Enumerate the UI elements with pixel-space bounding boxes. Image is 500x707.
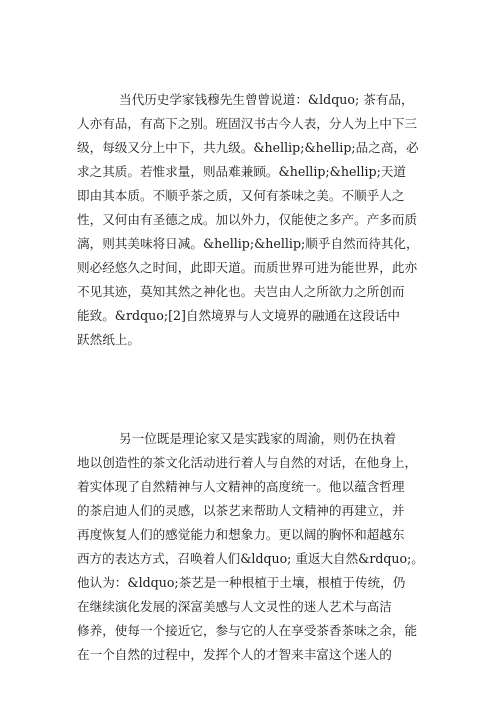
paragraph-2-line-3: 着实体现了自然精神与人文精神的高度统一。他以蕴含哲理 xyxy=(77,479,405,494)
paragraph-1-line-4: 求之其质。若惟求量，则品难兼顾。&hellip;&hellip;天道 xyxy=(77,164,407,179)
paragraph-2-line-6: 西方的表达方式，召唤着人们&ldquo; 重返大自然&rdquo;。 xyxy=(77,551,424,566)
paragraph-2-line-7: 他认为：&ldquo;茶艺是一种根植于土壤，根植于传统，仍 xyxy=(77,575,406,590)
paragraph-1-line-6: 性，又何由有圣德之成。加以外力，仅能使之多产。产多而质 xyxy=(77,212,418,227)
paragraph-2-line-8: 在继续演化发展的深富美感与人文灵性的迷人艺术与高洁 xyxy=(77,599,392,614)
paragraph-2-line-10: 在一个自然的过程中，发挥个人的才智来丰富这个迷人的 xyxy=(77,647,392,662)
paragraph-1-line-5: 即由其本质。不顺乎茶之质，又何有茶味之美。不顺乎人之 xyxy=(77,188,405,203)
paragraph-1-line-11: 跃然纸上。 xyxy=(77,332,140,347)
paragraph-1-line-9: 不见其迹，莫知其然之神化也。夫岂由人之所欲力之所创而 xyxy=(77,284,405,299)
paragraph-2-line-5: 再度恢复人们的感觉能力和想象力。更以阔的胸怀和超越东 xyxy=(77,527,405,542)
paragraph-2-line-9: 修养，使每一个接近它，参与它的人在享受茶香茶味之余，能 xyxy=(77,623,418,638)
paragraph-1-line-7: 漓，则其美味将日减。&hellip;&hellip;顺乎自然而待其化， xyxy=(77,236,419,251)
paragraph-1-line-3: 级，每级又分上中下，共九级。&hellip;&hellip;品之高，必 xyxy=(77,140,419,155)
paragraph-1-line-8: 则必经悠久之时间，此即天道。而质世界可进为能世界，此亦 xyxy=(77,260,418,275)
paragraph-2-line-1: 另一位既是理论家又是实践家的周渝，则仍在执着 xyxy=(119,431,397,446)
paragraph-1-line-2: 人亦有品，有高下之别。班固汉书古今人表，分人为上中下三 xyxy=(77,116,418,131)
paragraph-1-line-10: 能致。&rdquo;[2]自然境界与人文境界的融通在这段话中 xyxy=(77,308,401,323)
paragraph-1-line-1: 当代历史学家钱穆先生曾曾说道：&ldquo; 茶有品， xyxy=(119,92,414,107)
paragraph-2-line-2: 地以创造性的茶文化活动进行着人与自然的对话，在他身上， xyxy=(77,455,418,470)
paragraph-2-line-4: 的茶启迪人们的灵感，以茶艺来帮助人文精神的再建立，并 xyxy=(77,503,405,518)
